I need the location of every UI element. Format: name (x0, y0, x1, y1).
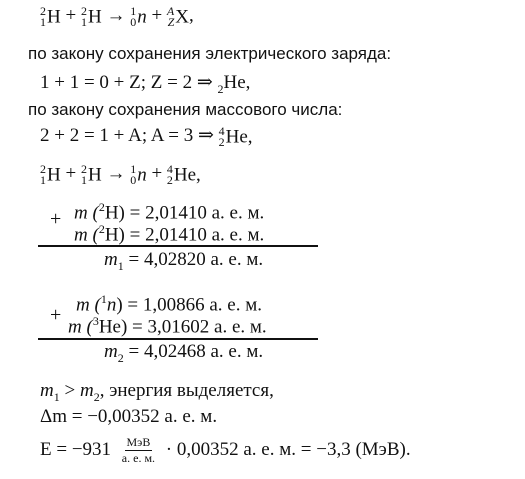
sum-divider-2 (38, 338, 318, 340)
mass-row-neutron: m ($^1$n) = 1,00866 а. е. м. (76, 292, 262, 316)
mass-comparison: $m_1 > m_2$, энергия выделяется, (40, 380, 274, 404)
mass-sum-m2: $m_2 = 4,02468$ а. е. м. (104, 341, 264, 365)
sum-divider-1 (38, 245, 318, 247)
unit-fraction: $\frac{\text{МэВ}}{а. е. м.}$ (121, 435, 156, 465)
charge-law-heading: по закону сохранения электрического заряда: (28, 44, 392, 63)
mass-law-heading: по закону сохранения массового числа: (28, 100, 343, 119)
mass-row-deuterium-2: m ($^2$H) = 2,01410 а. е. м. (74, 222, 265, 246)
energy-equation: E = −931 $\frac{\text{МэВ}}{а. е. м.}$ · 0,00352 а. е. м. = −3,3 (МэВ). (40, 435, 411, 465)
sum-plus-sign-1: + (50, 208, 62, 230)
mass-number-equation: 2 + 2 = 1 + A; A = 3 ⇒ 4 2 He, (40, 123, 253, 149)
mass-row-deuterium-1: m ($^2$H) = 2,01410 а. е. м. (74, 200, 265, 224)
reaction-equation-general: 2 1 H + 2 1 H → 1 0 n + A Z X, (40, 3, 194, 29)
reaction-equation-final: 2 1 H + 2 1 H → 1 0 n + 4 2 He, (40, 161, 201, 187)
mass-row-helium3: m ($^3$He) = 3,01602 а. е. м. (68, 314, 267, 338)
mass-sum-m1: $m_1 = 4,02820$ а. е. м. (104, 249, 264, 273)
mass-defect: Δm = −0,00352 а. е. м. (40, 406, 218, 427)
charge-equation: 1 + 1 = 0 + Z; Z = 2 ⇒ $_2$He, (40, 72, 251, 96)
sum-plus-sign-2: + (50, 304, 62, 326)
